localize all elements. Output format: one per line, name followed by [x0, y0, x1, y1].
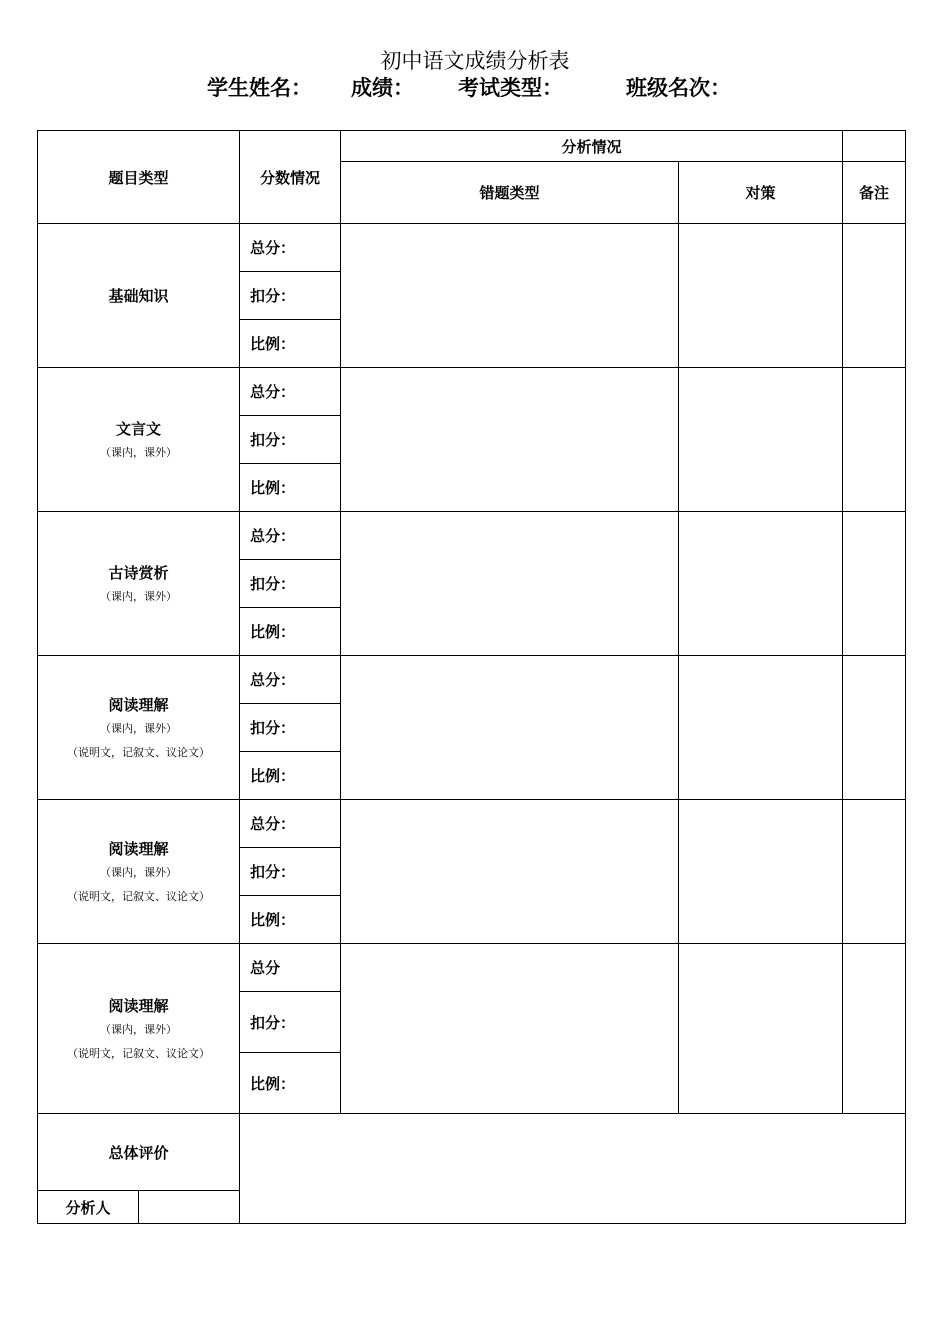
section-label [38, 368, 240, 512]
overall-evaluation-field[interactable] [240, 1114, 906, 1224]
remarks-cell[interactable] [843, 512, 906, 656]
section-sub: （课内，课外） [100, 865, 177, 879]
total-score-cell[interactable]: 总分： [240, 656, 341, 704]
header-error-type: 错题类型 [341, 162, 679, 224]
remarks-cell[interactable] [843, 944, 906, 1114]
strategy-cell[interactable] [679, 368, 843, 512]
section-name: 古诗赏析 [108, 563, 169, 582]
error-type-cell[interactable] [341, 224, 679, 368]
section-label [38, 224, 240, 368]
section-sub-genres: （说明文，记叙文、议论文） [67, 889, 210, 903]
deduct-score-cell[interactable]: 扣分： [240, 848, 341, 896]
section-sub: （课内，课外） [100, 1022, 177, 1036]
deduct-score-cell[interactable]: 扣分： [240, 272, 341, 320]
ratio-cell[interactable]: 比例： [240, 320, 341, 368]
section-label [38, 944, 240, 1114]
section-sub-genres: （说明文，记叙文、议论文） [67, 1046, 210, 1060]
total-score-cell[interactable]: 总分： [240, 368, 341, 416]
page-title: 初中语文成绩分析表 [380, 49, 570, 73]
section-label [38, 512, 240, 656]
remarks-cell[interactable] [843, 656, 906, 800]
student-name-label: 学生姓名： [207, 76, 312, 100]
analysis-table [37, 130, 906, 1224]
remarks-cell[interactable] [843, 224, 906, 368]
overall-evaluation-label: 总体评价 [38, 1114, 240, 1191]
deduct-score-cell[interactable]: 扣分： [240, 560, 341, 608]
header-question-type: 题目类型 [38, 131, 240, 224]
ratio-cell[interactable]: 比例： [240, 896, 341, 944]
error-type-cell[interactable] [341, 656, 679, 800]
remarks-cell[interactable] [843, 800, 906, 944]
ratio-cell[interactable]: 比例： [240, 608, 341, 656]
section-name: 阅读理解 [108, 695, 169, 714]
header-remarks: 备注 [843, 162, 906, 224]
section-name: 基础知识 [108, 286, 169, 305]
total-score-cell[interactable]: 总分： [240, 224, 341, 272]
error-type-cell[interactable] [341, 800, 679, 944]
total-score-cell[interactable]: 总分： [240, 512, 341, 560]
strategy-cell[interactable] [679, 944, 843, 1114]
section-name: 阅读理解 [108, 996, 169, 1015]
exam-type-label: 考试类型： [458, 76, 563, 100]
error-type-cell[interactable] [341, 368, 679, 512]
section-label [38, 800, 240, 944]
ratio-cell[interactable]: 比例： [240, 752, 341, 800]
error-type-cell[interactable] [341, 944, 679, 1114]
ratio-cell[interactable]: 比例： [240, 464, 341, 512]
class-rank-label: 班级名次： [626, 76, 731, 100]
strategy-cell[interactable] [679, 800, 843, 944]
section-label [38, 656, 240, 800]
deduct-score-cell[interactable]: 扣分： [240, 992, 341, 1053]
section-name: 文言文 [116, 419, 162, 438]
section-sub: （课内，课外） [100, 589, 177, 603]
strategy-cell[interactable] [679, 224, 843, 368]
header-strategy: 对策 [679, 162, 843, 224]
ratio-cell[interactable]: 比例： [240, 1053, 341, 1114]
error-type-cell[interactable] [341, 512, 679, 656]
analyst-label: 分析人 [38, 1191, 139, 1224]
strategy-cell[interactable] [679, 512, 843, 656]
total-score-cell[interactable]: 总分： [240, 800, 341, 848]
section-sub: （课内，课外） [100, 721, 177, 735]
section-sub: （课内，课外） [100, 445, 177, 459]
header-blank-cell [843, 131, 906, 162]
analyst-field[interactable] [139, 1191, 240, 1224]
remarks-cell[interactable] [843, 368, 906, 512]
section-sub-genres: （说明文，记叙文、议论文） [67, 745, 210, 759]
strategy-cell[interactable] [679, 656, 843, 800]
deduct-score-cell[interactable]: 扣分： [240, 416, 341, 464]
total-score-cell[interactable]: 总分 [240, 944, 341, 992]
header-score-status: 分数情况 [240, 131, 341, 224]
deduct-score-cell[interactable]: 扣分： [240, 704, 341, 752]
score-label: 成绩： [351, 76, 414, 100]
header-fields [0, 73, 950, 103]
section-name: 阅读理解 [108, 839, 169, 858]
header-analysis: 分析情况 [341, 131, 843, 162]
